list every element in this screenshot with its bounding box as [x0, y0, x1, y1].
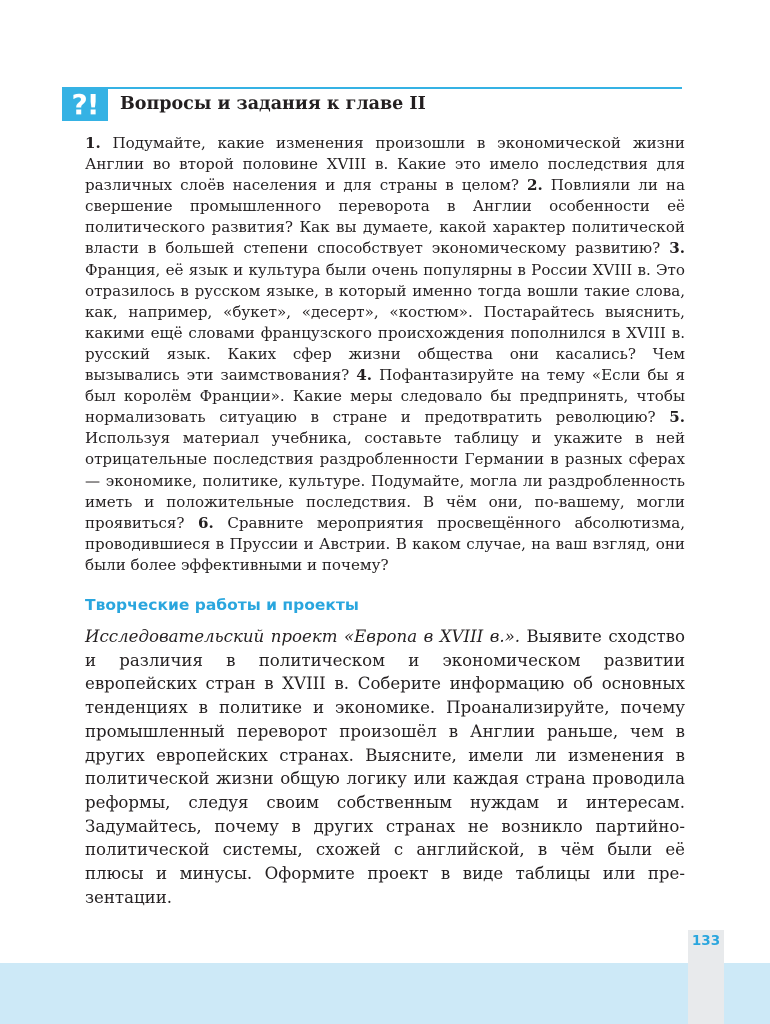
- question-text: Пофантазируйте на тему «Если бы я был королём Франции». Какие меры следовало бы предпринять, чтобы нормализовать ситуацию в стране и предотвратить революцию?: [85, 366, 685, 427]
- question-text: Сравните мероприятия просвещённого абсолютизма, проводившиеся в Пруссии и Австрии. В каком случае, на ваш взгляд, они были более эффективными и почему?: [85, 513, 686, 574]
- question-text: Повлияли ли на свершение промышленного переворота в Англии особенности её политического развития? Как вы думаете, какой характер политической власти в большей степени способствует экономическому развитию?: [85, 176, 685, 258]
- questions-paragraph: [85, 133, 685, 576]
- question-number: 3.: [669, 239, 685, 258]
- question-number: 2.: [526, 176, 543, 195]
- question-text: Франция, её язык и культура были очень популярны в России XVIII в. Это отразилось в русском языке, в который именно тогда вошли такие слова, как, например, «букет», «десерт», «костюм». Постарайтесь выяснить, какими ещё словами французского происхождения пополнился в XVIII в. русский язык. Каких сфер жизни общества они касались? Чем вызывались эти заимствования?: [85, 260, 685, 385]
- project-paragraph: [85, 625, 685, 909]
- project-title: Исследовательский проект «Европа в XVIII в.».: [85, 627, 521, 646]
- question-number: 6.: [198, 513, 214, 532]
- question-number: 4.: [356, 366, 373, 385]
- page-number: 133: [691, 933, 721, 949]
- question-text: Подумайте, какие изменения произошли в экономической жизни Англии во второй половине XVIII в. Какие это имело последствия для различных слоёв населения и для страны в целом?: [85, 134, 685, 195]
- questions-badge-icon: ?!: [62, 89, 108, 121]
- footer-band: [0, 963, 770, 1024]
- project-text: Выявите сходство и различия в политическом и экономическом развитии европейских стран в XVIII в. Соберите информацию об основных тенденциях в политике и экономике. Проанализируйте, почему промышленный переворот произошёл в Англии раньше, чем в других европейских странах. Выясните, имели ли изменения в политической жизни общую логику или каждая страна проводила реформы, следуя своим собственным нуждам и интересам. Задумайтесь, почему в других странах не возникло партийно-политической системы, схожей с английской, в чём были её плюсы и минусы. Оформите проект в виде таблицы или презентации.: [85, 627, 685, 907]
- section-title: Вопросы и задания к главе II: [120, 94, 426, 114]
- question-number: 1.: [85, 134, 101, 152]
- header-rule: [62, 87, 682, 89]
- creative-works-heading: Творческие работы и проекты: [85, 596, 359, 614]
- question-number: 5.: [669, 408, 685, 427]
- question-text: Используя материал учебника, составьте таблицу и укажите в ней отрицательные последствия раздробленности Германии в разных сферах — экономике, политике, культуре. Подумайте, могла ли раздробленность иметь и положительные последствия. В чём они, по-вашему, могли проявиться?: [85, 429, 685, 532]
